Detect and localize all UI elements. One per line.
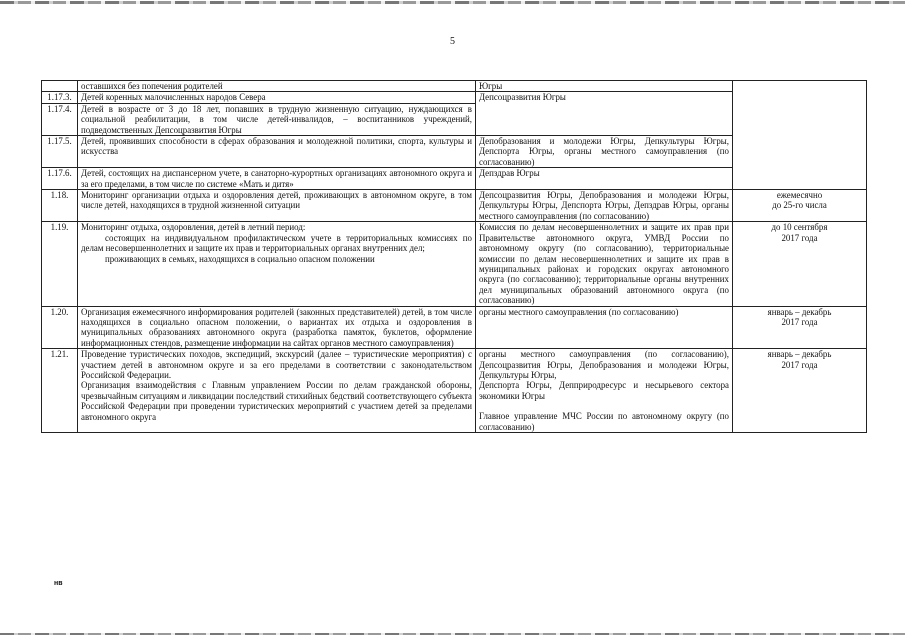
- executor-text: [476, 306, 733, 349]
- table-row: [42, 81, 867, 92]
- executor-paragraph: Югры: [479, 81, 503, 91]
- executor-paragraph: Главное управление МЧС России по автономному округу (по согласованию): [479, 411, 729, 432]
- event-text: [78, 168, 476, 190]
- event-text: [78, 92, 476, 103]
- term-line: январь – декабрь: [767, 306, 832, 317]
- executor-paragraph: органы местного самоуправления (по согласованию), Депсоцразвития Югры, Депобразования и молодежи Югры, Депкультуры Югры,: [479, 349, 729, 380]
- executor-text: [476, 349, 733, 433]
- executor-paragraph: Депсоцразвития Югры, Депобразования и молодежи Югры, Депкультуры Югры, Депспорта Югры, Депздрав Югры, органы местного самоуправления (по согласованию): [479, 190, 729, 221]
- event-paragraph: Мониторинг отдыха, оздоровления, детей в летний период:: [81, 222, 306, 233]
- executor-text: [476, 92, 733, 136]
- executor-text: [476, 168, 733, 190]
- executor-text: [476, 190, 733, 222]
- event-paragraph: Детей, состоящих на диспансерном учете, в санаторно-курортных организациях автономного округа и за его пределами, в том числе по системе «Мать и дитя»: [81, 168, 472, 189]
- term-cell-empty: [733, 81, 867, 190]
- page-number: 5: [450, 36, 455, 47]
- term-text: [733, 349, 867, 433]
- table-row: [42, 349, 867, 433]
- executor-text: [476, 136, 733, 168]
- table-row: [42, 306, 867, 349]
- term-line: 2017 года: [781, 232, 818, 243]
- scan-edge-top: [0, 1, 905, 4]
- footer-mark: нв: [54, 580, 63, 587]
- event-text: [78, 349, 476, 433]
- executor-paragraph: Депздрав Югры: [479, 168, 540, 179]
- row-number: 1.17.4.: [42, 103, 78, 135]
- event-paragraph: Мониторинг организации отдыха и оздоровления детей, проживающих в автономном округе, в том числе детей, находящихся в трудной жизненной ситуации: [81, 190, 472, 211]
- executor-text: [476, 222, 733, 306]
- event-paragraph: Проведение туристических походов, экспедиций, экскурсий (далее – туристические мероприятия) с участием детей в автономном округе и за его пределами в соответствии с законодательством Российской Федерации.: [81, 349, 472, 380]
- event-text: [78, 306, 476, 349]
- term-text: [733, 222, 867, 306]
- row-number: 1.17.3.: [42, 92, 78, 103]
- term-line: 2017 года: [781, 316, 818, 327]
- event-paragraph: Детей в возрасте от 3 до 18 лет, попавших в трудную жизненную ситуацию, нуждающихся в социальной реабилитации, в том числе детей-инвалидов, – воспитанников учреждений, подведомственных Депсоцразвития Югры: [81, 103, 472, 135]
- event-text: [78, 190, 476, 222]
- event-paragraph: оставшихся без попечения родителей: [81, 81, 223, 91]
- row-number: 1.17.6.: [42, 168, 78, 190]
- row-number: 1.17.5.: [42, 136, 78, 168]
- event-paragraph: Организация взаимодействия с Главным управлением России по делам гражданской обороны, чрезвычайным ситуациям и ликвидации последствий стихийных бедствий соответствующего субъекта Российской Федерации при проведении туристических мероприятий с участием детей за пределами автономного округа: [81, 380, 472, 422]
- event-paragraph: Детей, проявивших способности в сферах образования и молодежной политики, спорта, культуры и искусства: [81, 136, 472, 157]
- table-row: [42, 222, 867, 306]
- event-text: [78, 222, 476, 306]
- event-paragraph: проживающих в семьях, находящихся в социально опасном положении: [105, 253, 375, 264]
- term-text: [733, 306, 867, 349]
- table-row: [42, 190, 867, 222]
- row-number: [42, 81, 78, 92]
- events-table: [41, 80, 867, 433]
- executor-text: [476, 81, 733, 92]
- row-number: 1.21.: [42, 349, 78, 433]
- term-line: январь – декабрь: [767, 349, 832, 360]
- paragraph-gap: [479, 401, 729, 411]
- term-line: ежемесячно: [776, 190, 823, 201]
- row-number: 1.19.: [42, 222, 78, 306]
- event-paragraph: Детей коренных малочисленных народов Севера: [81, 92, 266, 103]
- event-text: [78, 136, 476, 168]
- scan-edge-bottom: [0, 633, 905, 635]
- executor-paragraph: Депобразования и молодежи Югры, Депкультуры Югры, Депспорта Югры, органы местного самоуправления (по согласованию): [479, 136, 729, 167]
- executor-paragraph: Комиссия по делам несовершеннолетних и защите их прав при Правительстве автономного округа, УМВД России по автономному округу (по согласованию), территориальные комиссии по делам несовершеннолетних и защите их прав в муниципальных районах и городских округах автономного округа (по согласованию); территориальные органы внутренних дел муниципальных образований автономного округа (по согласованию): [479, 222, 729, 306]
- executor-paragraph: Депспорта Югры, Депприродресурс и несырьевого сектора экономики Югры: [479, 380, 729, 401]
- term-line: до 10 сентября: [771, 222, 828, 233]
- event-paragraph: состоящих на индивидуальном профилактическом учете в территориальных комиссиях по делам несовершеннолетних и защите их прав и территориальных органах внутренних дел;: [81, 232, 472, 254]
- event-paragraph: Организация ежемесячного информирования родителей (законных представителей) детей, в том числе находящихся в социально опасном положении, о вариантах их отдыха и оздоровления в муниципальных образованиях автономного округа (разработка памяток, буклетов, оформление информационных стендов, размещение информации на сайтах органов местного самоуправления): [81, 306, 472, 348]
- executor-paragraph: органы местного самоуправления (по согласованию): [479, 306, 679, 317]
- row-number: 1.18.: [42, 190, 78, 222]
- term-text: [733, 190, 867, 222]
- event-text: [78, 81, 476, 92]
- event-text: [78, 103, 476, 135]
- term-line: 2017 года: [781, 359, 818, 370]
- executor-paragraph: Депсоцразвития Югры: [479, 92, 566, 103]
- row-number: 1.20.: [42, 306, 78, 349]
- term-line: до 25-го числа: [772, 200, 827, 211]
